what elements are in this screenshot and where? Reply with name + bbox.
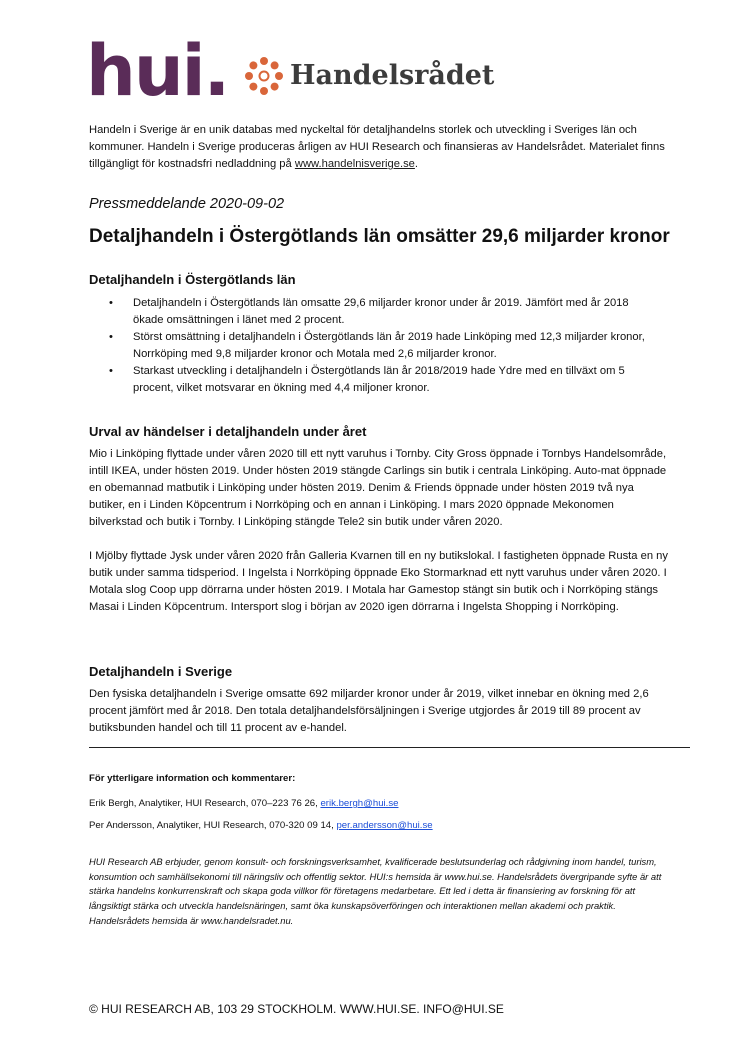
press-release-date: Pressmeddelande 2020-09-02: [89, 196, 285, 212]
email-link-erik[interactable]: erik.bergh@hui.se: [320, 798, 399, 809]
events-paragraph-2: I Mjölby flyttade Jysk under våren 2020 från Galleria Kvarnen till en ny butikslokal. I fastigheten öppnade Rusta en ny butik under samma tidsperiod. I Ingelsta i Norrköping öppnade Eko Stormarknad ett nytt varuhus under våren 2020. I Motala slog Coop upp dörrarna under hösten 2019. I Motala har Gamestop stängt sin butik och i Norrköping stängs Masai i Linden Köpcentrum. Intersport slog i början av 2020 igen dörrarna i Ingelsta Shopping i Norrköping.: [89, 550, 668, 613]
bullet-icon: •: [109, 297, 113, 309]
footer: © HUI RESEARCH AB, 103 29 STOCKHOLM. WWW.HUI.SE. INFO@HUI.SE: [89, 1002, 504, 1016]
handelnisverige-link[interactable]: www.handelnisverige.se: [294, 158, 415, 170]
handelsradet-flower-icon: [244, 56, 284, 96]
handelsradet-logo-text: Handelsrådet: [290, 60, 495, 91]
bullet-icon: •: [109, 331, 113, 343]
list-item: • Detaljhandeln i Östergötlands län omsatte 29,6 miljarder kronor under år 2019. Jämfört med år 2018 ökade omsättningen i länet med 2 procent.: [109, 297, 629, 326]
headline: Detaljhandeln i Östergötlands län omsätter 29,6 miljarder kronor: [89, 226, 670, 247]
sweden-paragraph: Den fysiska detaljhandeln i Sverige omsatte 692 miljarder kronor under år 2019, vilket innebar en ökning med 2,6 procent jämfört med år 2018. Den totala detaljhandelsförsäljningen i Sverige utgjordes år 2019 till 89 procent av butiksbunden handel och till 11 procent av e-handel.: [89, 688, 649, 734]
key-facts-list: [89, 295, 649, 397]
divider: [89, 747, 690, 748]
list-item: • Starkast utveckling i detaljhandeln i Östergötlands län år 2018/2019 hade Ydre med en tillväxt om 5 procent, vilket motsvarar en ökning med 4,4 miljoner kronor.: [109, 365, 625, 394]
header-logos: [86, 30, 506, 112]
bullet-icon: •: [109, 365, 113, 377]
intro-paragraph: Handeln i Sverige är en unik databas med nyckeltal för detaljhandelns storlek och utveckling i Sveriges län och kommuner. Handeln i Sverige produceras årligen av HUI Research och finansieras av Handelsrådet. Materialet finns tillgängligt för kostnadsfri nedladdning på www.handelnisverige.se.: [89, 124, 665, 170]
contact-per-andersson: Per Andersson, Analytiker, HUI Research, 070-320 09 14, per.andersson@hui.se: [89, 820, 433, 831]
events-paragraph-1: Mio i Linköping flyttade under våren 2020 till ett nytt varuhus i Tornby. City Gross öppnade i Tornbys Handelsområde, intill IKEA, under hösten 2019. Under hösten 2019 stängde Carlings sin butik i centrala Linköping. Auto-mat öppnade en obemannad matbutik i Linköping under hösten 2019. Denim & Friends öppnade under hösten 2019 två nya butiker, en i Linden Köpcentrum i Norrköping och en annan i Linköping. I mars 2020 öppnade Mekonomen bilverkstad och butik i Tornby. I Linköping stängde Tele2 sin butik under våren 2020.: [89, 448, 667, 528]
list-item: • Störst omsättning i detaljhandeln i Östergötlands län år 2019 hade Linköping med 12,3 miljarder kronor, Norrköping med 9,8 miljarder kronor och Motala med 2,6 miljarder kronor.: [109, 331, 645, 360]
email-link-per[interactable]: per.andersson@hui.se: [336, 820, 433, 831]
about-paragraph: HUI Research AB erbjuder, genom konsult- och forskningsverksamhet, kvalificerade beslutsunderlag och rådgivning inom handel, turism, konsumtion och samhällsekonomi till näringsliv och offentlig sektor. HUI:s hemsida är www.hui.se. Handelsrådets övergripande syfte är att stärka handelns konkurrenskraft och skapa goda villkor för företagens medarbetare. Ett led i detta är finansiering av forskning för att långsiktigt stärka och utveckla handelsnäringen, samt öka kunskapsöverföringen och interaktionen mellan akademi och praktik. Handelsrådets hemsida är www.handelsradet.nu.: [89, 856, 662, 926]
section-heading-sweden: Detaljhandeln i Sverige: [89, 664, 233, 679]
contact-erik-bergh: Erik Bergh, Analytiker, HUI Research, 070–223 76 26, erik.bergh@hui.se: [89, 798, 399, 809]
contacts-heading: För ytterligare information och kommentarer:: [89, 773, 296, 784]
section-heading-ostergotland: Detaljhandeln i Östergötlands län: [89, 272, 296, 287]
section-heading-events: Urval av händelser i detaljhandeln under året: [89, 424, 367, 439]
hui-logo: hui.: [86, 30, 229, 112]
